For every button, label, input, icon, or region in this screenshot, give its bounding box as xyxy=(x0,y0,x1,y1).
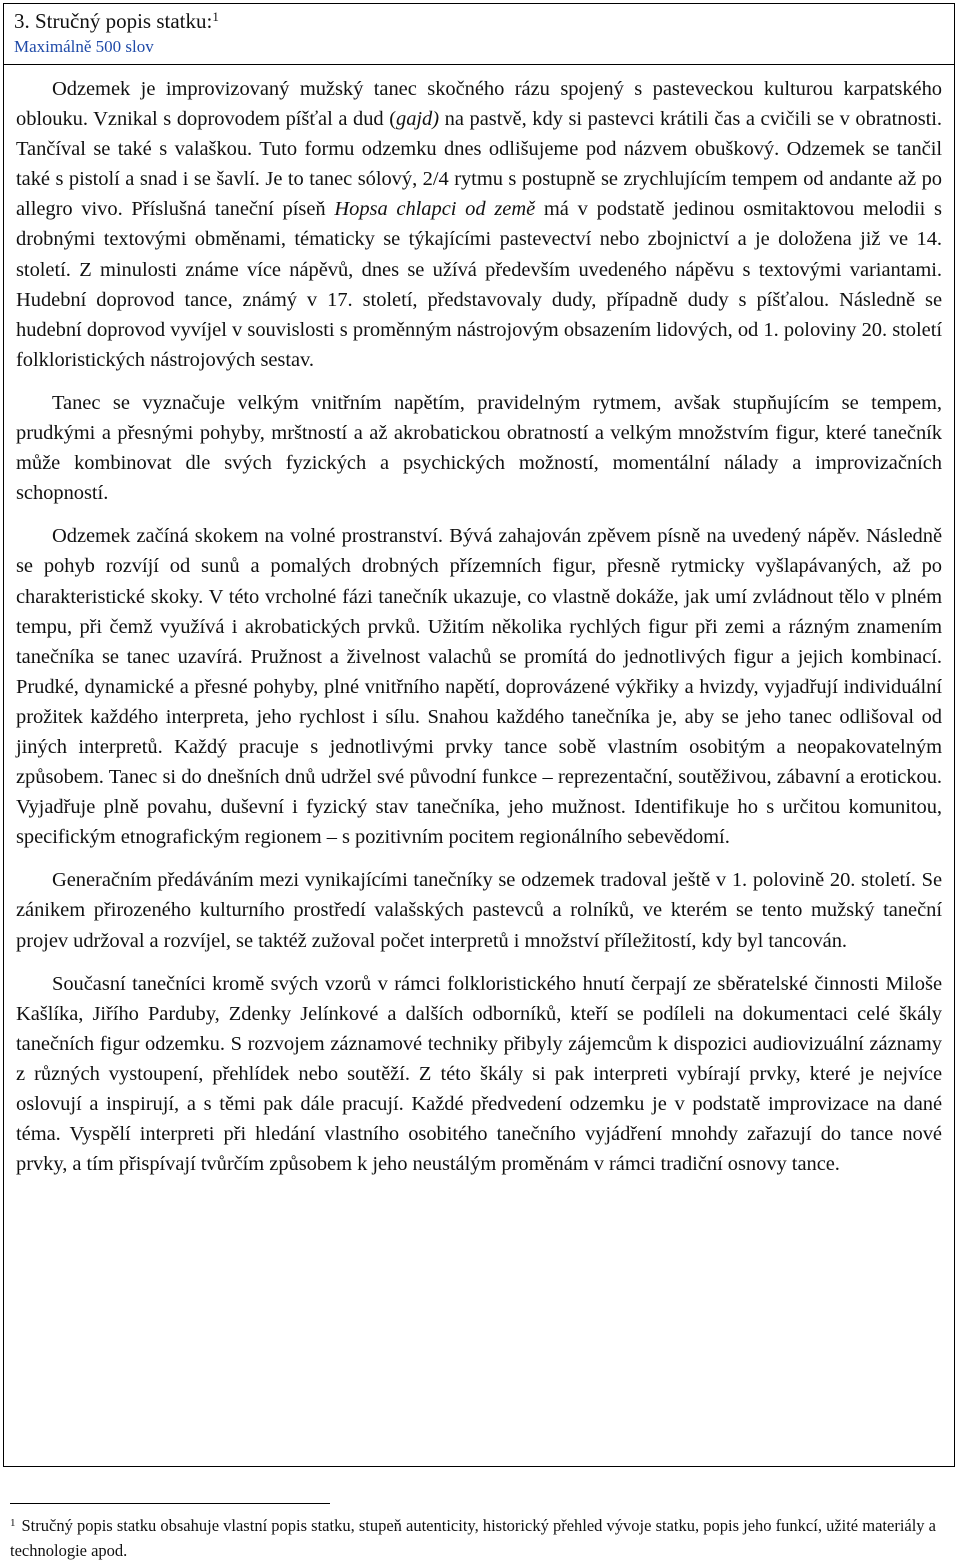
paragraph-1 xyxy=(16,74,942,375)
section-header-cell xyxy=(3,3,955,65)
footnote-separator xyxy=(10,1503,330,1504)
paragraph-3: Odzemek začíná skokem na volné prostranství. Bývá zahajován zpěvem písně na uvedený nápěv. Následně se pohyb rozvíjí od sunů a pomalých drobných přízemních figur, přesně rytmicky vyšlapávaných, až po charakteristické skoky. V této vrcholné fázi tanečník ukazuje, co vlastně dokáže, jak umí zvládnout tělo v plném tempu, při čemž využívá i akrobatických prvků. Užitím několika rychlých figur při zemi a rázným znamením tanečníka se tanec uzavírá. Pružnost a živelnost valachů se promítá do jednotlivých figur a jejich kombinací. Prudké, dynamické a přesné pohyby, plné vnitřního napětí, doprovázené výkřiky a hvizdy, vyjadřují individuální prožitek každého interpreta, jeho rychlost i sílu. Snahou každého tanečníka je, aby se jeho tanec odlišoval od jiných interpretů. Každý pracuje s jednotlivými prvky tance sobě vlastním osobitým a neopakovatelným způsobem. Tanec si do dnešních dnů udržel své původní funkce – reprezentační, soutěživou, zábavní a erotickou. Vyjadřuje plně povahu, duševní i fyzický stav tanečníka, jeho mužnost. Identifikuje ho s určitou komunitou, specifickým etnografickým regionem – s pozitivním pocitem regionálního sebevědomí. xyxy=(16,525,942,849)
footnote-number: 1 xyxy=(10,1517,16,1529)
paragraph-1-part: na pastvě, kdy si pastevci krátili čas a cvičili se v obratnosti. Tančíval se také s valaškou. Tuto formu odzemku dnes odlišujeme pod názvem obuškový. Odzemek se tančil také s pistolí a snad i se šavlí. Je to tanec sólový, 2/4 rytmu s postupně se zrychlujícím tempem od andante až po allegro vivo. Příslušná taneční píseň xyxy=(16,108,942,221)
footnote xyxy=(10,1513,940,1563)
word-limit-note: Maximálně 500 slov xyxy=(14,37,154,56)
italic-term-gajd: gajd) xyxy=(396,108,440,131)
paragraph-1-part: Odzemek je improvizovaný mužský tanec skočného rázu spojený s pasteveckou kulturou karpatského oblouku. Vznikal s doprovodem píšťal a dud ( xyxy=(16,78,942,131)
paragraph-5: Současní tanečníci kromě svých vzorů v rámci folkloristického hnutí čerpají ze sběratelské činnosti Miloše Kašlíka, Jiřího Parduby, Zdenky Jelínkové a dalších odborníků, kteří se podíleli na dokumentaci celé škály tanečních figur odzemku. S rozvojem záznamové techniky přibyly zájemcům k dispozici audiovizuální záznamy z různých vystoupení, přehlídek nebo soutěží. Z této škály si pak interpreti vybírají prvky, které je nejvíce oslovují a inspirují, a s těmi pak dále pracují. Každé předvedení odzemku je v podstatě improvizace na dané téma. Vyspělí interpreti při hledání vlastního osobitého tanečního vyjádření mnohdy zařazují do tance nové prvky, a tím přispívají tvůrčím způsobem k jeho neustálým proměnám v rámci tradiční osnovy tance. xyxy=(16,972,942,1176)
paragraph-2: Tanec se vyznačuje velkým vnitřním napětím, pravidelným rytmem, avšak stupňujícím se tempem, prudkými a přesnými pohyby, mrštností a až akrobatickou obratností a velkým množstvím figur, které tanečník může kombinovat dle svých fyzických a psychických možností, momentální nálady a improvizačních schopností. xyxy=(16,391,942,505)
section-title-text: 3. Stručný popis statku: xyxy=(14,9,213,33)
section-title xyxy=(14,8,954,34)
footnote-reference[interactable]: 1 xyxy=(212,9,219,24)
paragraph-4: Generačním předáváním mezi vynikajícími tanečníky se odzemek tradoval ještě v 1. polovině 20. století. Se zánikem přirozeného kulturního prostředí valašských pastevců a rolníků, ve kterém se tento mužský taneční projev udržoval a rozvíjel, se taktéž zužoval počet interpretů i množství příležitostí, kdy byl tancován. xyxy=(16,869,942,952)
paragraph-1-part: má v podstatě jedinou osmitaktovou melodii s drobnými textovými obměnami, tématicky se týkajícími pastevectví nebo zbojnictví a je doložena již ve 14. století. Z minulosti známe více nápěvů, dnes se užívá především uvedeného nápěvu s textovými variantami. Hudební doprovod tance, známý v 17. století, představovaly dudy, případně dudy s píšťalou. Následně se hudební doprovod vyvíjel v souvislosti s proměnným nástrojovým obsazením lidových, od 1. poloviny 20. století folkloristických nástrojových sestav. xyxy=(16,198,942,371)
description-text-cell xyxy=(3,64,955,1467)
italic-song-title: Hopsa chlapci od země xyxy=(334,198,536,221)
footnote-text: Stručný popis statku obsahuje vlastní popis statku, stupeň autenticity, historický přehled vývoje statku, popis jeho funkcí, užité materiály a technologie apod. xyxy=(10,1516,937,1560)
